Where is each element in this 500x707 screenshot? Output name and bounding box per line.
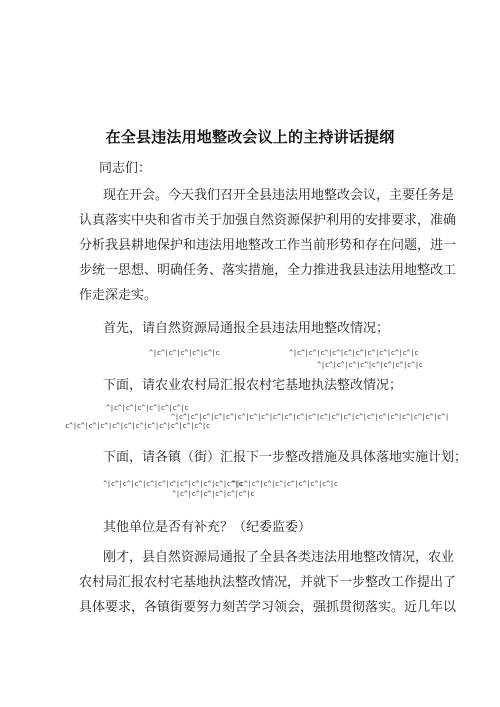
agenda-step-3: 下面，请各镇（街）汇报下一步整改措施及具体落地实施计划；: [103, 450, 468, 465]
paragraph-2-line-3: 具体要求，各镇街要努力刻苦学习领会，强抓贯彻落实。近几年以: [79, 600, 457, 615]
agenda-step-4: 其他单位是否有补充？（纪委监委）: [103, 520, 312, 535]
placeholder-1c: ^|c^|c^|c^|c^|c^|c^|c^|c^|c: [317, 361, 423, 369]
paragraph-2-line-2: 农村局汇报农村宅基地执法整改情况，并就下一步整改工作提出了: [79, 575, 457, 590]
paragraph-1-line-2: 认真落实中央和省市关于加强自然资源保护利用的安排要求，准确: [79, 213, 457, 228]
placeholder-3a: ^|c^|c^|c^|c^|c^|c: [103, 480, 174, 488]
agenda-step-1: 首先，请自然资源局通报全县违法用地整改情况；: [103, 321, 390, 336]
paragraph-1-line-1: 现在开会。今天我们召开全县违法用地整改会议，主要任务是: [103, 188, 455, 203]
placeholder-1a: ^|c^|c^|c^|c^|c^|c: [149, 349, 220, 357]
placeholder-2a: ^|c^|c^|c^|c^|c^|c^|c: [106, 404, 189, 412]
paragraph-1-line-5: 作走深走实。: [79, 288, 158, 303]
placeholder-3c: ^|c^|c^|c^|c^|c^|c^|c^|c^|c: [232, 480, 338, 488]
document-title: 在全县违法用地整改会议上的主持讲话提纲: [105, 128, 395, 146]
paragraph-1-line-3: 分析我县耕地保护和违法用地整改工作当前形势和存在问题，进一: [79, 238, 457, 253]
paragraph-2-line-1: 刚才，县自然资源局通报了全县各类违法用地整改情况，农业: [103, 550, 455, 565]
paragraph-1-line-4: 步统一思想、明确任务、落实措施，全力推进我县违法用地整改工: [79, 263, 457, 278]
placeholder-2c: c^|c^|c^|c^|c^|c^|c^|c^|c^|c^|c^|c^|c: [65, 422, 210, 430]
placeholder-2b: ^|c^|c^|c^|c^|c^|c^|c^|c^|c^|c^|c^|c^|c^|c^|c^|c^|c^|c^|c^|c^|c^|c^|c^|: [171, 413, 449, 421]
placeholder-3b: ^|c^|c^|c^|c^|c^|c: [172, 480, 243, 488]
greeting: 同志们：: [99, 161, 152, 176]
placeholder-3d: ^|c^|c^|c^|c^|c^|c^|c: [172, 490, 255, 498]
placeholder-1b: ^|c^|c^|c^|c^|c^|c^|c^|c^|c^|c^|c: [289, 349, 419, 357]
agenda-step-2: 下面，请农业农村局汇报农村宅基地执法整改情况；: [103, 378, 403, 393]
